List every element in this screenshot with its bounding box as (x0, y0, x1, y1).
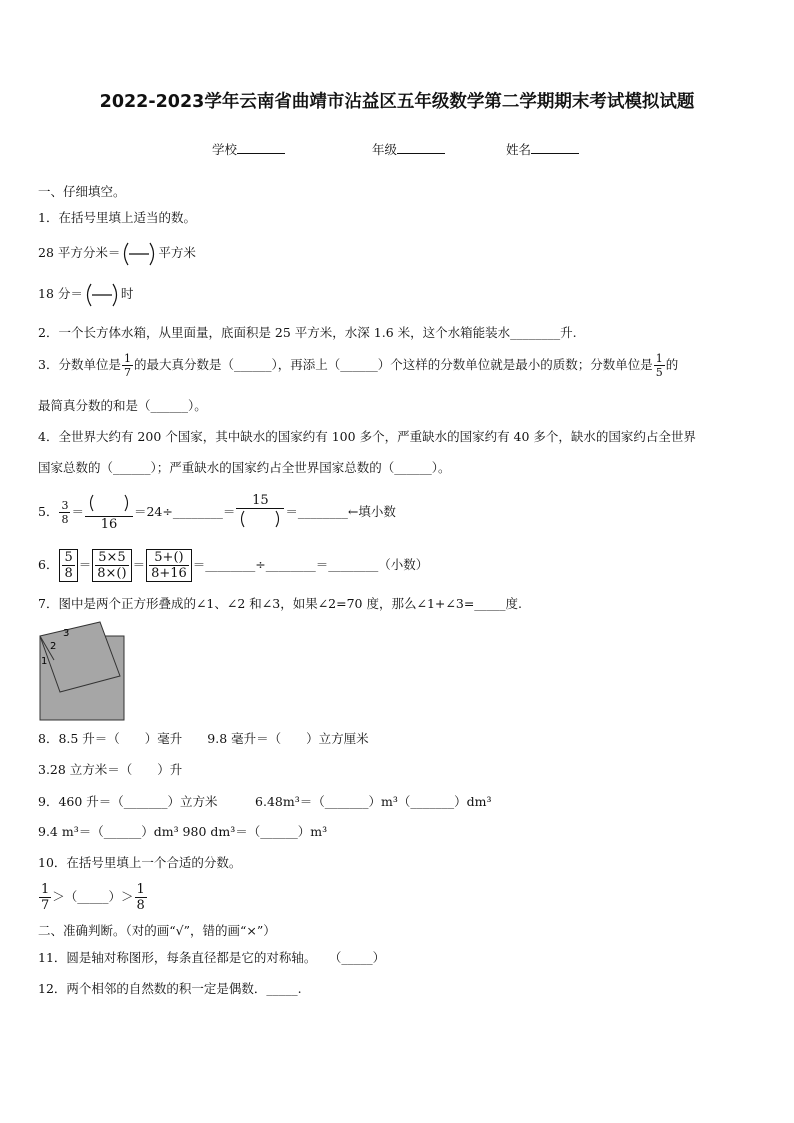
school-blank[interactable] (237, 141, 285, 154)
question-10-expression (38, 880, 148, 914)
question-3-line1 (38, 350, 678, 380)
grade-label: 年级 (372, 142, 398, 157)
q5-label: 5． (38, 504, 59, 519)
q5-fraction-15-blank[interactable]: 15 (236, 494, 284, 531)
question-9-line1: 9．460 升＝（_______）立方米 6.48m³＝（_______）m³（_______）dm³ (38, 794, 492, 809)
q10-fraction-1-8: $\frac{1}{8}$ (136, 882, 145, 913)
q1b-paren-blank[interactable] (83, 282, 121, 308)
q1b-right: 时 (120, 286, 134, 301)
question-8-line2: 3.28 立方米＝（ ）升 (38, 762, 183, 777)
q6-tail: ＝________÷________＝________（小数） (192, 557, 429, 572)
q7-label-1: 1 (41, 656, 48, 667)
question-11: 11．圆是轴对称图形，每条直径都是它的对称轴。 （_____） (38, 950, 386, 965)
page-title: 2022-2023学年云南省曲靖市沾益区五年级数学第二学期期末考试模拟试题 (99, 92, 695, 112)
q3-part1: 3．分数单位是 (38, 357, 121, 372)
q10-fraction-1-7: $\frac{1}{7}$ (41, 882, 50, 913)
q1a-paren-blank[interactable] (120, 241, 158, 267)
q7-label-2: 2 (50, 641, 57, 652)
question-4-line1: 4．全世界大约有 200 个国家，其中缺水的国家约有 100 多个，严重缺水的国家约有 40 多个，缺水的国家约占全世界 (38, 429, 696, 444)
q10-middle-blank[interactable]: ＞（_____）＞ (52, 889, 134, 904)
q5-fraction-3-8: $\frac{3}{8}$ (61, 499, 69, 526)
question-10: 10．在括号里填上一个合适的分数。 (38, 855, 242, 870)
q6-label: 6． (38, 557, 59, 572)
question-5 (38, 491, 396, 533)
grade-field (372, 140, 445, 158)
q5-tail: ＝________←填小数 (285, 504, 396, 519)
question-12: 12．两个相邻的自然数的积一定是偶数．_____. (38, 981, 302, 996)
question-7: 7．图中是两个正方形叠成的∠1、∠2 和∠3，如果∠2=70 度，那么∠1+∠3=_____度. (38, 596, 523, 611)
section-2-heading: 二、准确判断。（对的画“√”，错的画“×”） (38, 923, 276, 938)
question-9-line2: 9.4 m³＝（______）dm³ 980 dm³＝（______）m³ (38, 824, 328, 839)
q5-middle: ＝24÷________＝ (133, 504, 236, 519)
question-1b (38, 281, 133, 308)
school-field (212, 140, 285, 158)
q1b-left: 18 分＝ (38, 286, 83, 301)
q6-fraction-5plus[interactable]: $\frac{5+()}{8+16}$ (146, 549, 192, 582)
question-6 (38, 545, 428, 585)
q7-label-3: 3 (63, 628, 70, 639)
q3-part3: 的 (665, 357, 679, 372)
school-label: 学校 (212, 142, 238, 157)
question-2: 2．一个长方体水箱，从里面量，底面积是 25 平方米，水深 1.6 米，这个水箱能装水________升. (38, 325, 577, 340)
q3-fraction-1-7: $\frac{1}{7}$ (123, 352, 131, 379)
q3-fraction-1-5: $\frac{1}{5}$ (655, 352, 663, 379)
question-1a (38, 240, 196, 267)
q5-equals: ＝ (71, 504, 84, 519)
q6-fraction-5x5[interactable]: $\frac{5\times 5}{8\times()}$ (92, 549, 131, 582)
q5-fraction-blank-16[interactable]: 16 (85, 494, 133, 531)
name-blank[interactable] (531, 141, 579, 154)
grade-blank[interactable] (397, 141, 445, 154)
question-3-line2: 最简真分数的和是（______）。 (38, 398, 207, 413)
question-8-line1: 8．8.5 升＝（ ）毫升 9.8 毫升＝（ ）立方厘米 (38, 731, 369, 746)
q6-equals-1: ＝ (78, 557, 92, 572)
question-4-line2: 国家总数的（______）；严重缺水的国家约占全世界国家总数的（______）。 (38, 460, 451, 475)
q1a-right: 平方米 (158, 245, 196, 260)
name-label: 姓名 (506, 142, 532, 157)
q1a-left: 28 平方分米＝ (38, 245, 121, 260)
name-field (506, 140, 579, 158)
section-1-heading: 一、仔细填空。 (38, 184, 126, 199)
question-1: 1．在括号里填上适当的数。 (38, 210, 196, 225)
q6-equals-2: ＝ (132, 557, 146, 572)
q3-part2: 的最大真分数是（______），再添上（______）个这样的分数单位就是最小的质数；分数单位是 (133, 357, 653, 372)
q6-fraction-5-8: $\frac{5}{8}$ (59, 549, 77, 582)
q7-squares-figure (38, 616, 128, 722)
